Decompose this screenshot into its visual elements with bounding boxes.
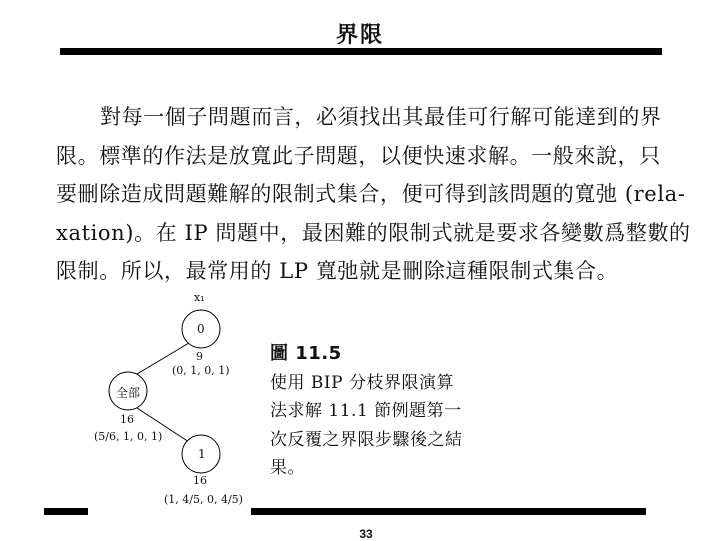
bottom-divider-left bbox=[44, 508, 88, 515]
slide-title: 界限 bbox=[335, 23, 384, 48]
child-1-bound: 16 bbox=[193, 474, 207, 487]
page-number: 33 bbox=[359, 527, 373, 541]
figure-title: 圖 11.5 bbox=[270, 343, 342, 364]
child-1-solution: (1, 4/5, 0, 4/5) bbox=[164, 493, 243, 506]
tree-graphic bbox=[100, 292, 250, 524]
paragraph-line: 限制。所以，最常用的 LP 寬弛就是刪除這種限制式集合。 bbox=[56, 259, 619, 283]
root-solution: (5/6, 1, 0, 1) bbox=[94, 430, 163, 443]
root-node-label: 全部 bbox=[116, 386, 141, 400]
branch-and-bound-tree bbox=[94, 291, 250, 524]
paragraph-line: 要刪除造成問題難解的限制式集合，便可得到該問題的寬弛 (rela- bbox=[56, 182, 686, 206]
paragraph-line: 限。標準的作法是放寬此子問題，以便快速求解。一般來說，只 bbox=[56, 143, 661, 168]
child-1-label: 1 bbox=[198, 447, 206, 461]
caption-line: 法求解 11.1 節例題第一 bbox=[270, 401, 462, 421]
root-bound: 16 bbox=[120, 413, 134, 426]
paragraph-line: xation)。在 IP 問題中，最困難的限制式就是要求各變數爲整數的 bbox=[56, 220, 691, 245]
caption-line: 使用 BIP 分枝界限演算 bbox=[270, 372, 454, 393]
caption-line: 次反覆之界限步驟後之結 bbox=[270, 429, 463, 450]
paragraph-line: 對每一個子問題而言，必須找出其最佳可行解可能達到的界 bbox=[100, 105, 662, 129]
body-paragraph bbox=[56, 98, 691, 291]
child-0-label: 0 bbox=[197, 322, 205, 336]
child-0-solution: (0, 1, 0, 1) bbox=[172, 364, 230, 377]
top-divider bbox=[60, 48, 662, 55]
child-0-bound: 9 bbox=[196, 350, 203, 363]
bottom-divider-right bbox=[251, 508, 646, 515]
caption-line: 果。 bbox=[270, 458, 305, 478]
variable-label: x₁ bbox=[194, 291, 205, 304]
figure-caption bbox=[270, 340, 500, 483]
